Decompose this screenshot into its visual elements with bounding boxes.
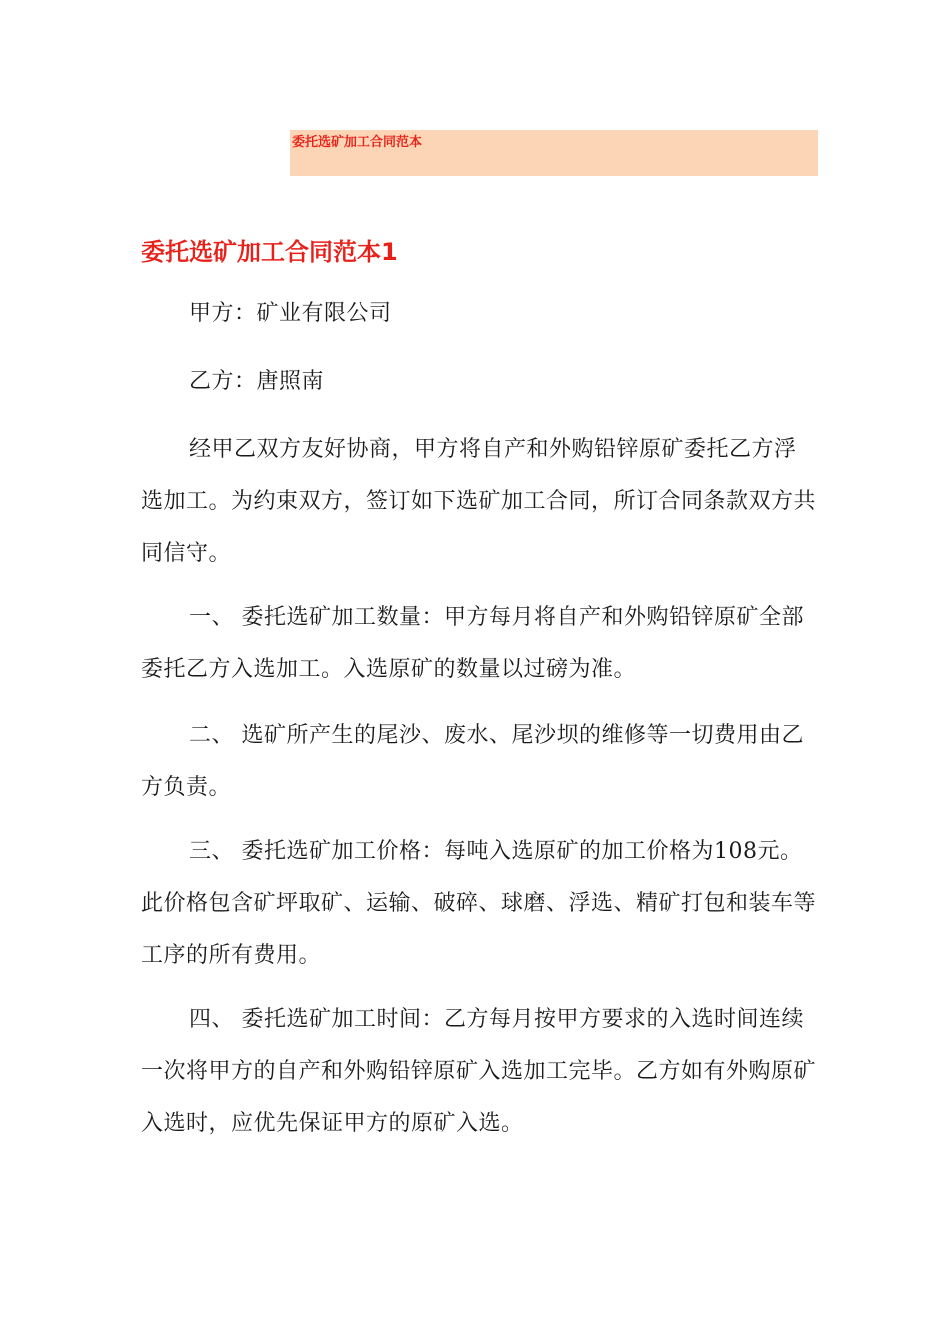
document-title: 委托选矿加工合同范本1 [141,238,398,266]
clause-2: 二、 选矿所产生的尾沙、废水、尾沙坝的维修等一切费用由乙方负责。 [141,723,804,800]
clause-4: 四、 委托选矿加工时间：乙方每月按甲方要求的入选时间连续一次将甲方的自产和外购铅锌原矿入选加工完毕。乙方如有外购原矿入选时，应优先保证甲方的原矿入选。 [141,1007,817,1136]
clause-3: 三、 委托选矿加工价格：每吨入选原矿的加工价格为108元。此价格包含矿坪取矿、运输、破碎、球磨、浮选、精矿打包和装车等工序的所有费用。 [141,839,817,968]
header-title: 委托选矿加工合同范本 [292,135,423,150]
header-banner [290,130,818,176]
party-a-line: 甲方：矿业有限公司 [189,301,392,326]
intro-paragraph: 经甲乙双方友好协商，甲方将自产和外购铅锌原矿委托乙方浮选加工。为约束双方，签订如下选矿加工合同，所订合同条款双方共同信守。 [141,437,817,566]
party-b-line: 乙方：唐照南 [189,369,325,394]
clause-1: 一、 委托选矿加工数量：甲方每月将自产和外购铅锌原矿全部委托乙方入选加工。入选原矿的数量以过磅为准。 [141,605,804,682]
